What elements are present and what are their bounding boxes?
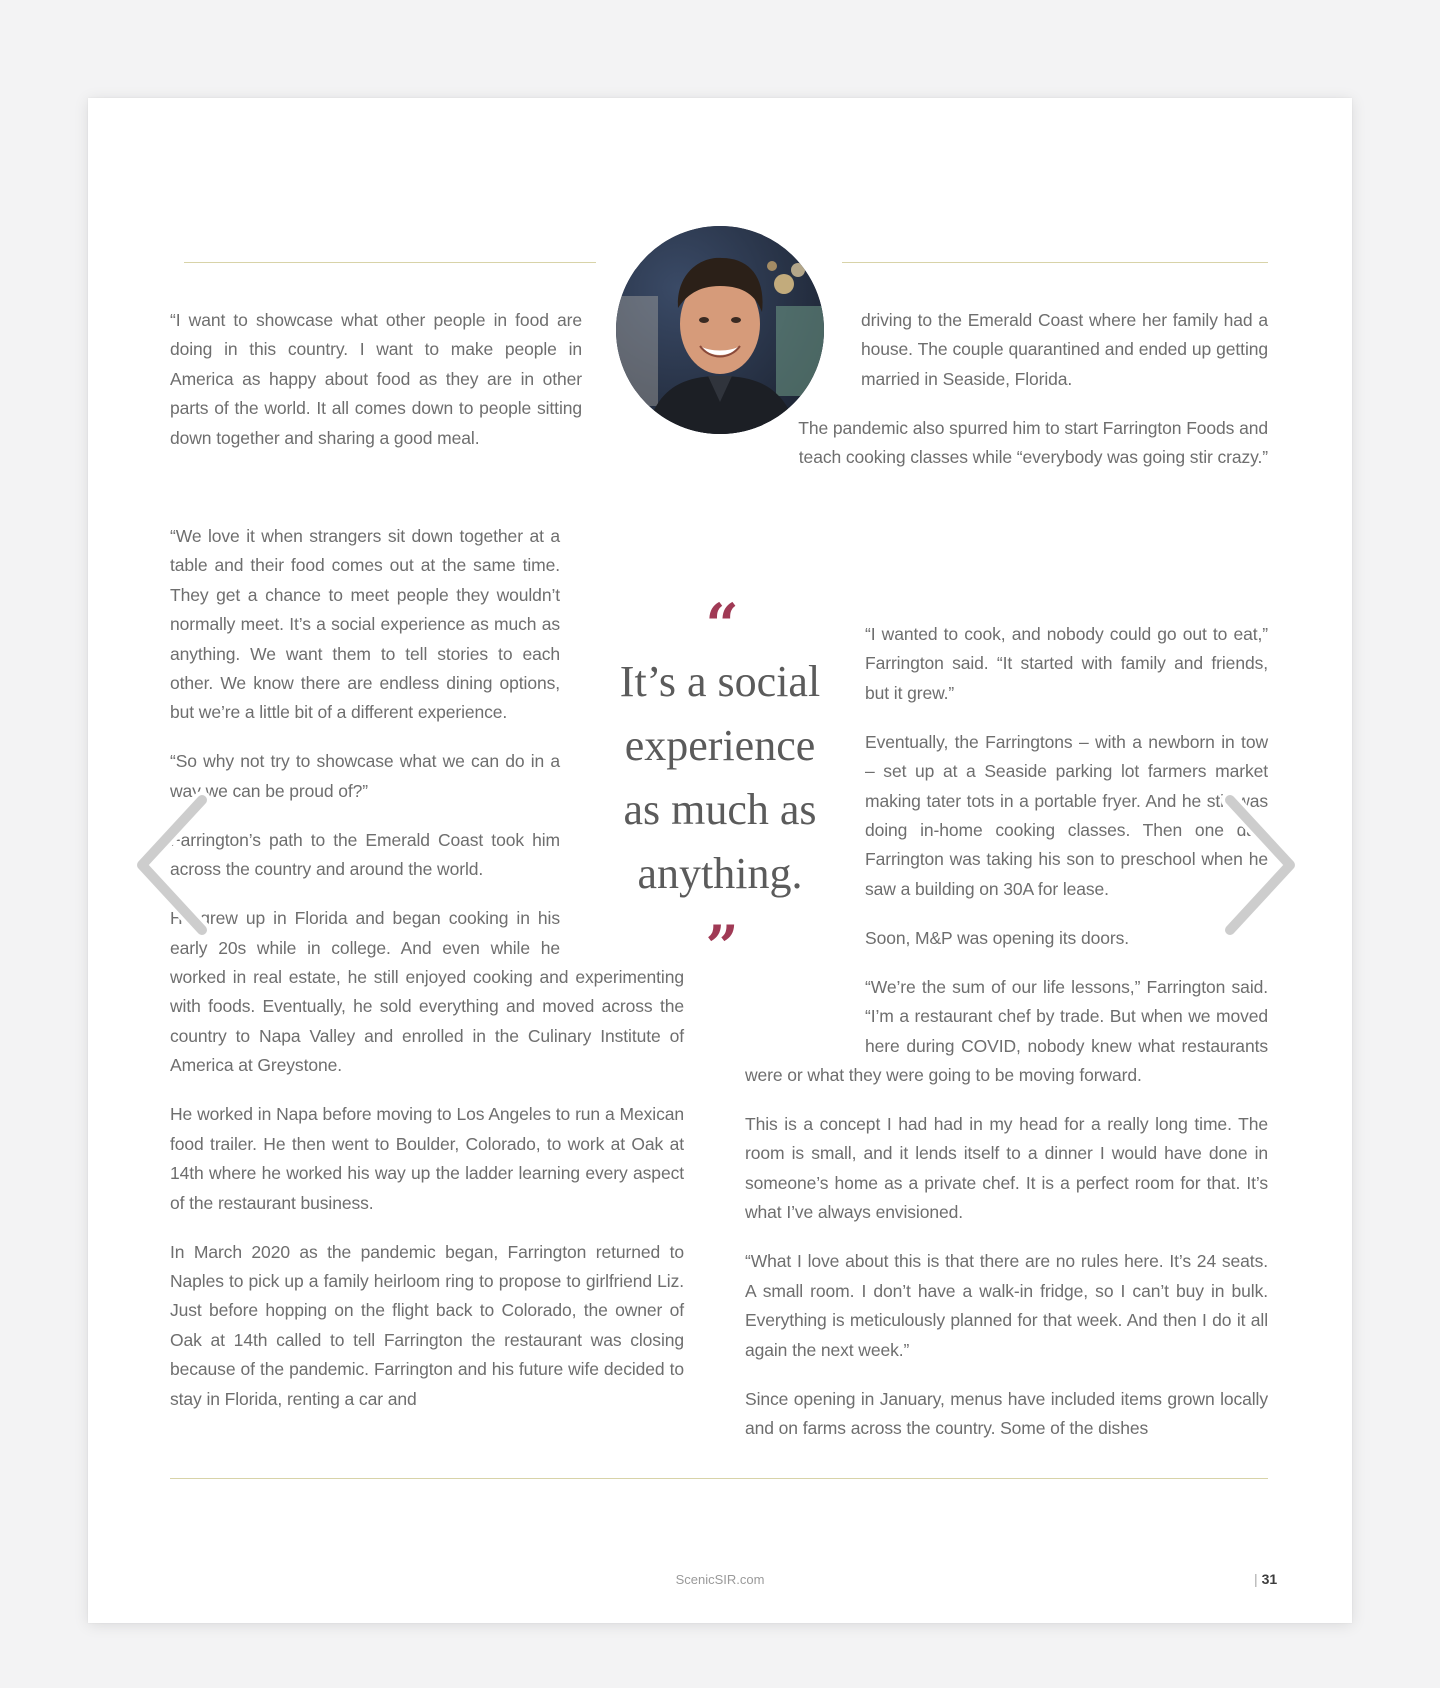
paragraph: driving to the Emerald Coast where her family had a house. The couple quarantined and ended up getting married in Seaside, Florida. bbox=[861, 310, 1268, 389]
paragraph: He grew up in Florida and began cooking in his early 20s while in college. And even while he worked in real estate, he still enjoyed cooking and experimenting with foods. Eventually, he sold everything and moved across the country to Napa Valley and enrolled in the Culinary Institute of America at Greystone. bbox=[170, 908, 684, 1076]
right-column-top bbox=[745, 306, 1268, 492]
paragraph: Farrington’s path to the Emerald Coast took him across the country and around the world. bbox=[170, 829, 560, 880]
quote-wrap-spacer-right bbox=[745, 649, 865, 1041]
next-page-button[interactable] bbox=[1212, 790, 1302, 940]
paragraph: “What I love about this is that there are no rules here. It’s 24 seats. A small room. I don’t have a walk-in fridge, so I can’t buy in bulk. Everything is meticulously planned for that week. And then I do it all again the next week.” bbox=[745, 1251, 1268, 1360]
chevron-left-icon bbox=[130, 790, 220, 940]
page-number: 31 bbox=[1261, 1571, 1278, 1587]
paragraph: This is a concept I had had in my head for a really long time. The room is small, and it lends itself to a dinner I would have done in someone’s home as a private chef. It is a perfect room for that. It’s what I’ve always envisioned. bbox=[745, 1114, 1268, 1223]
paragraph: The pandemic also spurred him to start Farrington Foods and teach cooking classes while “everybody was going stir crazy.” bbox=[798, 417, 1268, 468]
close-quote-mark: ” bbox=[705, 913, 735, 981]
top-rule-left bbox=[184, 262, 596, 263]
left-column-top bbox=[170, 306, 582, 473]
paragraph: In March 2020 as the pandemic began, Farrington returned to Naples to pick up a family heirloom ring to propose to girlfriend Liz. Just before hopping on the flight back to Colorado, the owner of Oak at 14th called to tell Farrington the restaurant was closing because of the pandemic. Farrington and his future wife decided to stay in Florida, renting a car and bbox=[170, 1241, 684, 1409]
paragraph: “We’re the sum of our life lessons,” Farrington said. “I’m a restaurant chef by trade. But when we moved here during COVID, nobody knew what restaurants were or what they were going to be moving forward. bbox=[745, 976, 1268, 1086]
paragraph: Soon, M&P was opening its doors. bbox=[865, 927, 1129, 948]
paragraph: “I want to showcase what other people in food are doing in this country. I want to make people in America as happy about food as they are in other parts of the world. It all comes down to people sitting down together and sharing a good meal. bbox=[170, 310, 582, 448]
bottom-rule bbox=[170, 1478, 1268, 1479]
right-column-lower bbox=[745, 620, 1268, 1463]
paragraph: Eventually, the Farringtons – with a newborn in tow – set up at a Seaside parking lot farmers market making tater tots in a portable fryer. And he still was doing in-home cooking classes. Then one day, Farrington was taking his son to preschool when he saw a building on 30A for lease. bbox=[865, 731, 1268, 899]
paragraph: Since opening in January, menus have included items grown locally and on farms across the country. Some of the dishes bbox=[745, 1388, 1268, 1438]
pull-quote-text: It’s a social experience as much as anything. bbox=[619, 657, 821, 898]
footer-page-number bbox=[1254, 1571, 1277, 1587]
paragraph: He worked in Napa before moving to Los Angeles to run a Mexican food trailer. He then went to Boulder, Colorado, to work at Oak at 14th where he worked his way up the ladder learning every aspect of the restaurant business. bbox=[170, 1104, 684, 1213]
prev-page-button[interactable] bbox=[130, 790, 220, 940]
footer-site: ScenicSIR.com bbox=[675, 1572, 765, 1587]
paragraph: “So why not try to showcase what we can do in a way we can be proud of?” bbox=[170, 751, 560, 801]
magazine-page bbox=[88, 98, 1352, 1623]
top-rule-right bbox=[842, 262, 1268, 263]
paragraph: “I wanted to cook, and nobody could go out to eat,” Farrington said. “It started with family and friends, but it grew.” bbox=[865, 624, 1268, 703]
footer-separator: | bbox=[1254, 1571, 1258, 1587]
chevron-right-icon bbox=[1212, 790, 1302, 940]
paragraph: “We love it when strangers sit down together at a table and their food comes out at the same time. They get a chance to meet people they wouldn’t normally meet. It’s a social experience as much as anything. We want them to tell stories to each other. We know there are endless dining options, but we’re a little bit of a different experience. bbox=[170, 526, 560, 723]
left-column-lower bbox=[170, 522, 684, 1434]
open-quote-mark: “ bbox=[705, 591, 735, 659]
